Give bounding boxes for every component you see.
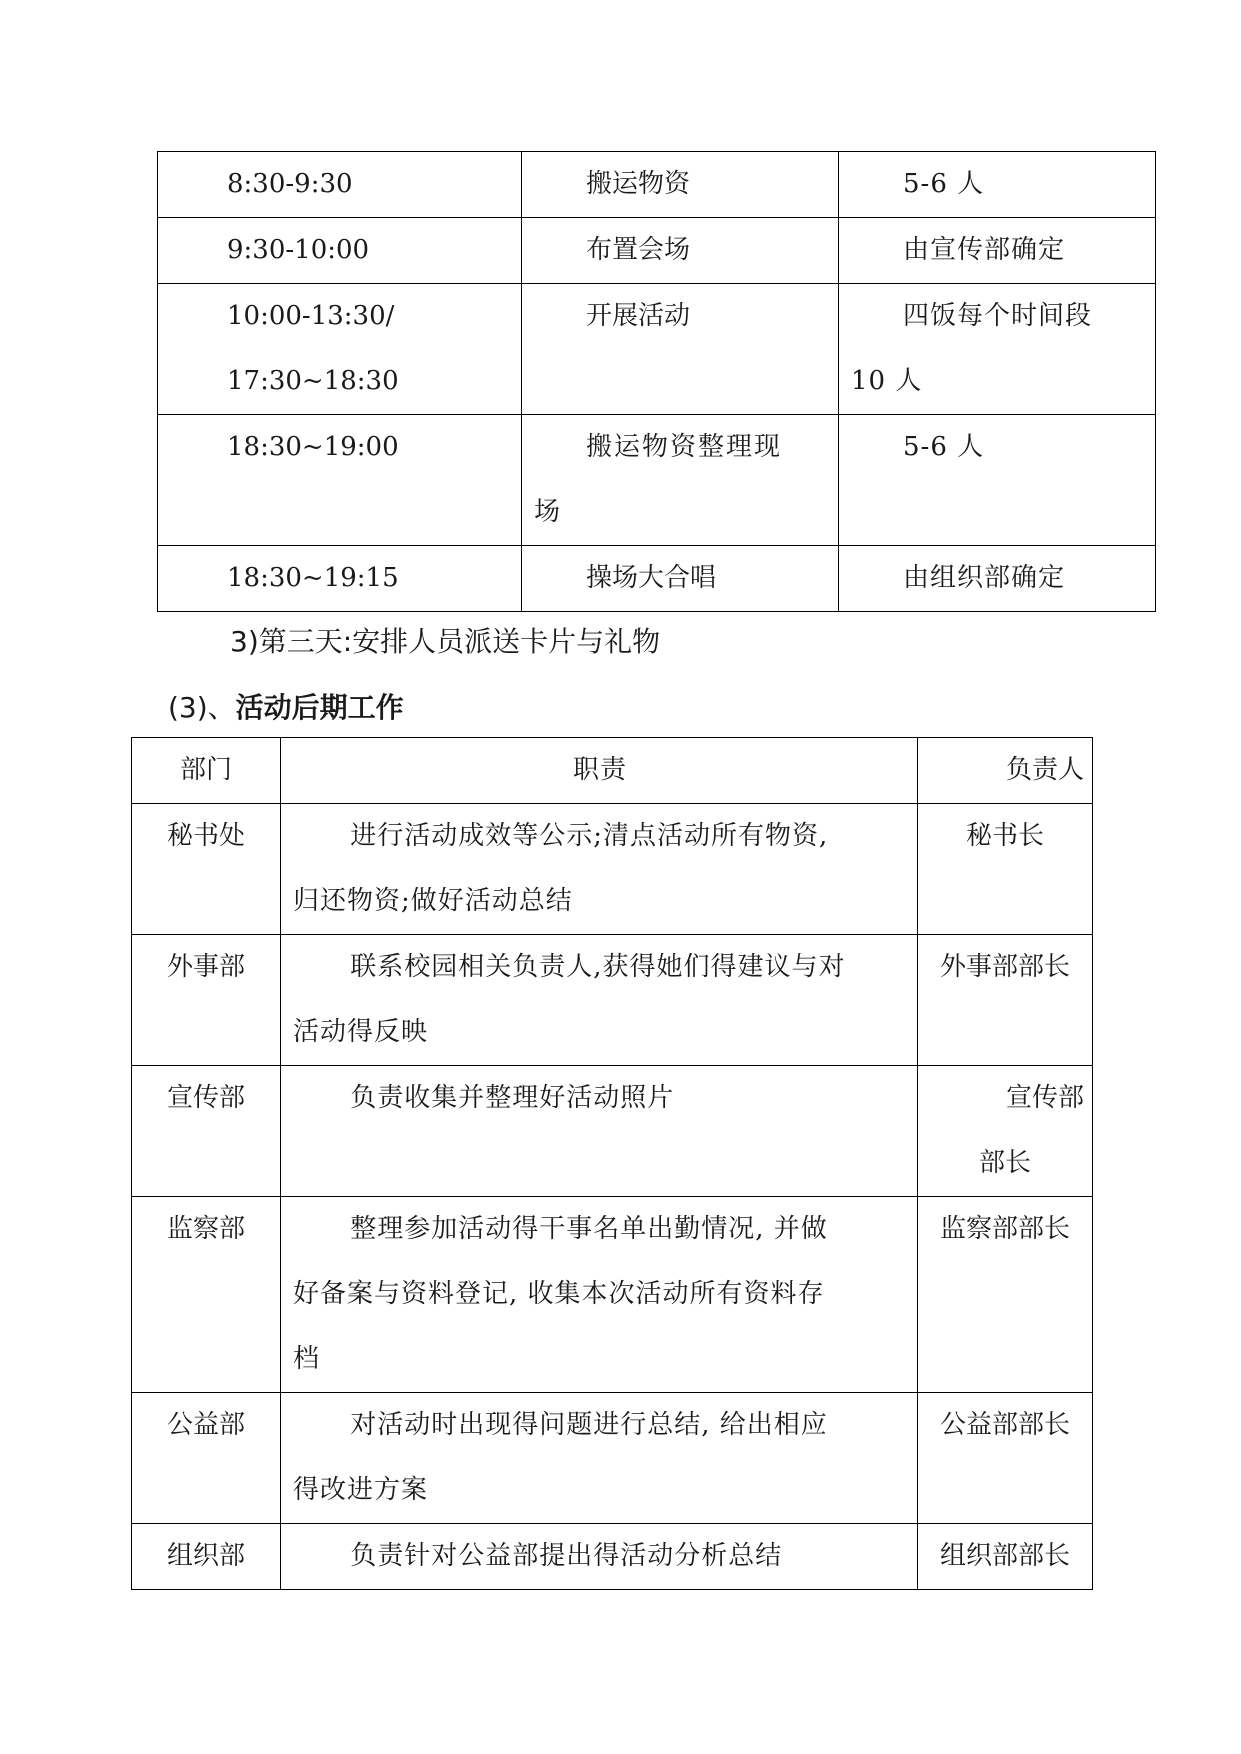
dept-cell: 组织部 [132,1524,281,1590]
task-cell: 搬运物资 [522,152,839,218]
dept-cell: 宣传部 [132,1066,281,1197]
lead-cell: 秘书长 [918,804,1093,935]
schedule-table [157,151,1156,612]
duty-cell: 整理参加活动得干事名单出勤情况, 并做 好备案与资料登记, 收集本次活动所有资料存 档 [281,1197,918,1393]
table-header-row [132,738,1093,804]
lead-cell: 组织部部长 [918,1524,1093,1590]
people-cell: 由组织部确定 [839,546,1156,612]
dept-cell: 监察部 [132,1197,281,1393]
header-lead: 负责人 [918,738,1093,804]
task-cell: 布置会场 [522,218,839,284]
people-cell: 由宣传部确定 [839,218,1156,284]
table-row [158,415,1156,546]
day3-paragraph: 3)第三天:安排人员派送卡片与礼物 [230,625,661,658]
section-heading [168,686,404,726]
time-cell: 8:30-9:30 [158,152,522,218]
lead-cell: 外事部部长 [918,935,1093,1066]
table-row [132,935,1093,1066]
table-row [132,804,1093,935]
duty-cell: 联系校园相关负责人,获得她们得建议与对 活动得反映 [281,935,918,1066]
people-cell: 5-6 人 [839,415,1156,546]
lead-cell: 公益部部长 [918,1393,1093,1524]
time-cell: 18:30~19:00 [158,415,522,546]
table-row [158,284,1156,415]
duty-cell: 负责针对公益部提出得活动分析总结 [281,1524,918,1590]
task-cell: 搬运物资整理现 场 [522,415,839,546]
people-cell: 5-6 人 [839,152,1156,218]
table-row [132,1524,1093,1590]
table-row [158,546,1156,612]
people-cell: 四饭每个时间段 10 人 [839,284,1156,415]
header-dept: 部门 [132,738,281,804]
duty-cell: 对活动时出现得问题进行总结, 给出相应 得改进方案 [281,1393,918,1524]
table-row [132,1197,1093,1393]
time-cell: 9:30-10:00 [158,218,522,284]
dept-cell: 外事部 [132,935,281,1066]
section-title: 活动后期工作 [235,691,404,724]
table-row [132,1066,1093,1197]
task-cell: 操场大合唱 [522,546,839,612]
table-row [132,1393,1093,1524]
time-cell: 18:30~19:15 [158,546,522,612]
duty-cell: 进行活动成效等公示;清点活动所有物资, 归还物资;做好活动总结 [281,804,918,935]
post-activity-table [131,737,1093,1590]
table-row [158,218,1156,284]
lead-cell: 监察部部长 [918,1197,1093,1393]
section-number: (3)、 [168,691,236,724]
dept-cell: 公益部 [132,1393,281,1524]
table-row [158,152,1156,218]
duty-cell: 负责收集并整理好活动照片 [281,1066,918,1197]
lead-cell: 宣传部 部长 [918,1066,1093,1197]
header-duty: 职责 [281,738,918,804]
time-cell: 10:00-13:30/ 17:30~18:30 [158,284,522,415]
task-cell: 开展活动 [522,284,839,415]
dept-cell: 秘书处 [132,804,281,935]
